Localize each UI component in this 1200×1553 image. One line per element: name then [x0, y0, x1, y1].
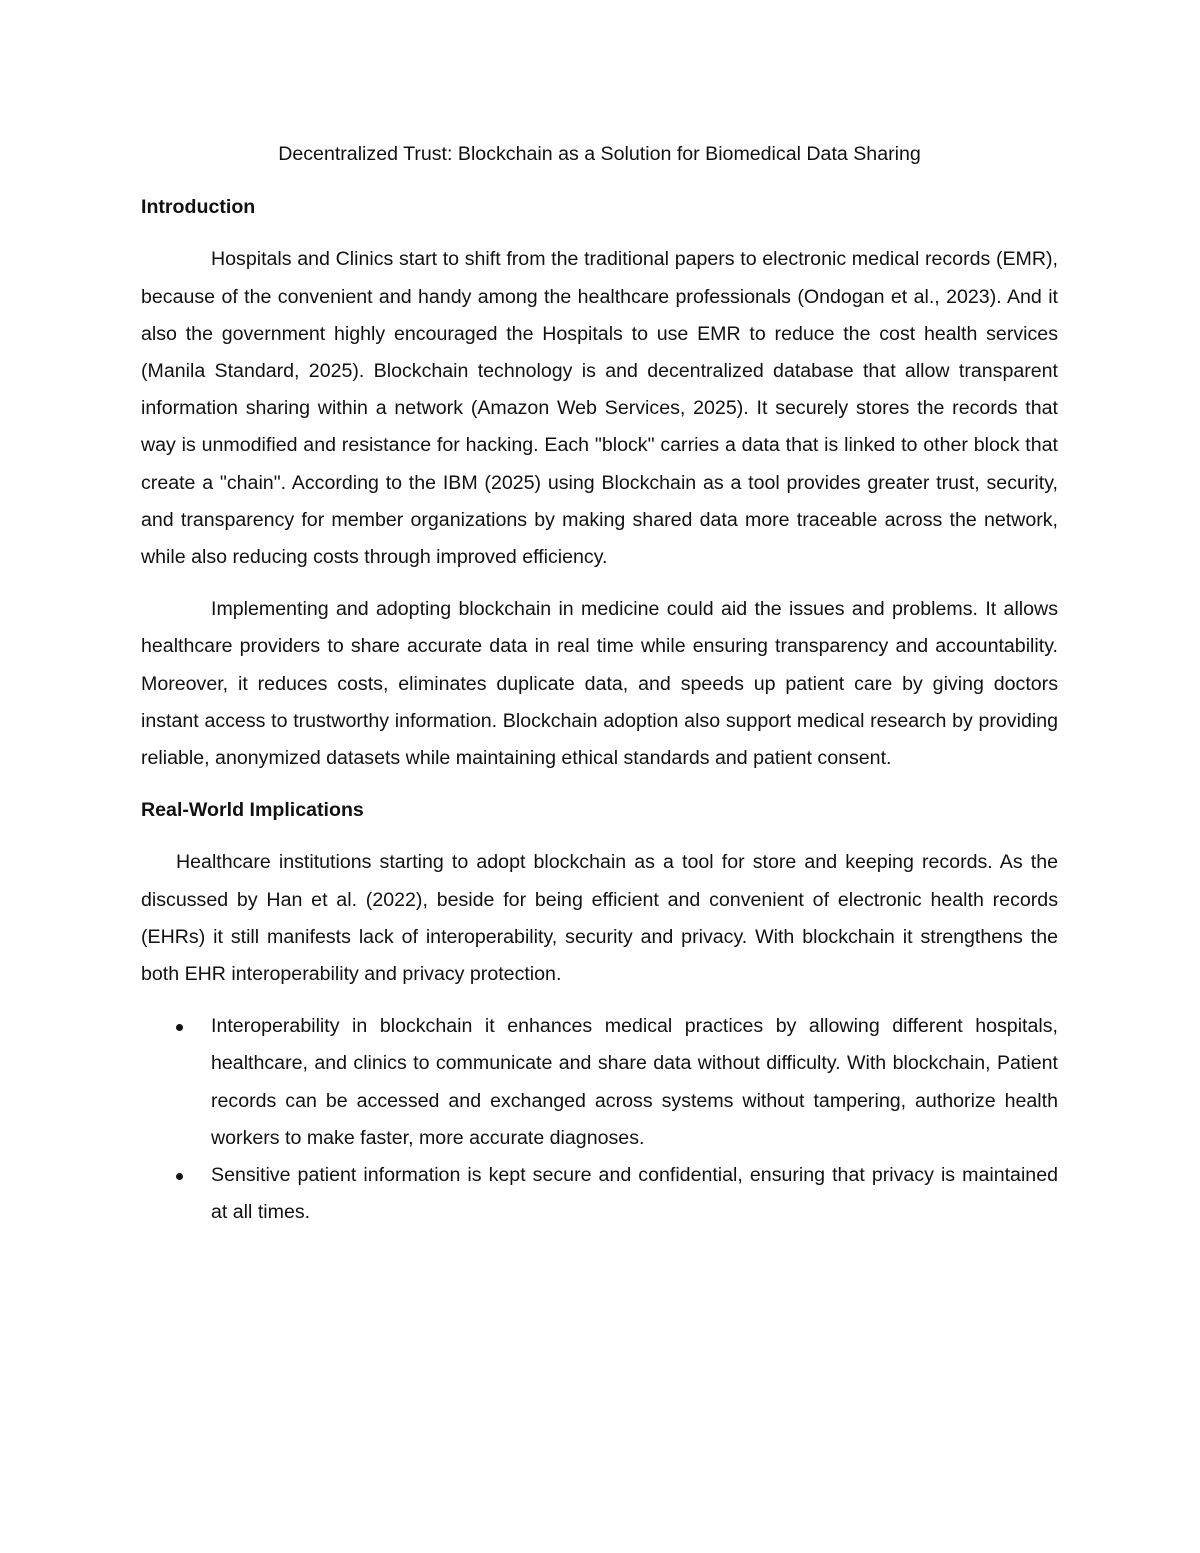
document-title: Decentralized Trust: Blockchain as a Solution for Biomedical Data Sharing — [278, 143, 921, 165]
introduction-paragraph-2: Implementing and adopting blockchain in medicine could aid the issues and problems. It allows healthcare providers to share accurate data in real time while ensuring transparency and accountability. Moreover, it reduces costs, eliminates duplicate data, and speeds up patient care by giving doctors instant access to trustworthy information. Blockchain adoption also support medical research by providing reliable, anonymized datasets while maintaining ethical standards and patient consent. — [141, 598, 1058, 770]
introduction-paragraph-1: Hospitals and Clinics start to shift from the traditional papers to electronic medical records (EMR), because of the convenient and handy among the healthcare professionals (Ondogan et al., 2023). And it also the government highly encouraged the Hospitals to use EMR to reduce the cost health services (Manila Standard, 2025). Blockchain technology is and decentralized database that allow transparent information sharing within a network (Amazon Web Services, 2025). It securely stores the records that way is unmodified and resistance for hacking. Each "block" carries a data that is linked to other block that create a "chain". According to the IBM (2025) using Blockchain as a tool provides greater trust, security, and transparency for member organizations by making shared data more traceable across the network, while also reducing costs through improved efficiency. — [141, 248, 1058, 569]
document-body — [141, 136, 1058, 1231]
implications-paragraph-1: Healthcare institutions starting to adopt blockchain as a tool for store and keeping records. As the discussed by Han et al. (2022), beside for being efficient and convenient of electronic health records (EHRs) it still manifests lack of interoperability, security and privacy. With blockchain it strengthens the both EHR interoperability and privacy protection. — [141, 851, 1058, 986]
bullet-text: Interoperability in blockchain it enhances medical practices by allowing different hospitals, healthcare, and clinics to communicate and share data without difficulty. With blockchain, Patient records can be accessed and exchanged across systems without tampering, authorize health workers to make faster, more accurate diagnoses. — [211, 1015, 1058, 1149]
implications-bullet-list — [141, 1008, 1058, 1231]
bullet-text: Sensitive patient information is kept secure and confidential, ensuring that privacy is maintained at all times. — [211, 1164, 1058, 1224]
list-item-privacy — [141, 1157, 1058, 1231]
list-item-interoperability — [141, 1008, 1058, 1157]
section-heading-introduction: Introduction — [141, 196, 256, 219]
bullet-icon — [176, 1173, 183, 1180]
section-heading-real-world-implications: Real-World Implications — [141, 799, 364, 822]
bullet-icon — [176, 1024, 183, 1031]
